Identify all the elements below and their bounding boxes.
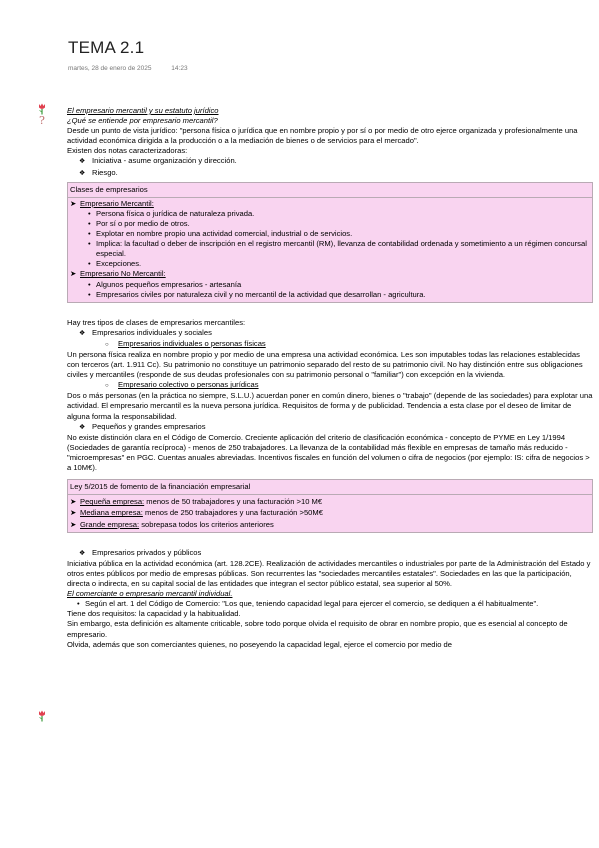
paragraph: No existe distinción clara en el Código de Comercio. Creciente aplicación del criterio de clasificación económica - concepto de PYME en Ley 1/1994 (Sociedades de garantía recíproca) - menos de 250 trabajadores. La llevanza de la contabilidad más flexible en empresas de tamaño más reducido - "microempresas" en PGC. Cuentas anuales abreviadas. Incentivos fiscales en función del volumen o cifra de negocios (por ejemplo: IS: cifra de negocios > a 10M€). xyxy=(67,432,590,472)
diamond-bullet-icon: ❖ xyxy=(79,423,86,431)
bullet-icon: • xyxy=(88,289,91,299)
page-title: TEMA 2.1 xyxy=(68,38,145,57)
list-item: • Excepciones. xyxy=(88,259,142,269)
svg-text:?: ? xyxy=(39,114,45,126)
bullet-icon: • xyxy=(77,599,80,609)
list-item: ➤ Empresario No Mercantil: xyxy=(70,269,166,279)
list-item: ○ Empresarios individuales o personas físicas xyxy=(67,339,593,350)
arrow-bullet-icon: ➤ xyxy=(70,519,77,529)
paragraph: Un persona física realiza en nombre propio y por medio de una empresa una actividad económica. Les son imputables todas las relaciones establecidas con terceros (art. 1.911 Cc). Su patrimonio no constituye un patrimonio separado del resto de su patrimonio civil. No hay distinción entre sus obligaciones civiles y mercantiles (responde de sus deudas profesionales con su patrimonio personal o "familiar") con excepción en la vivienda. xyxy=(67,349,583,380)
diamond-bullet-icon: ❖ xyxy=(79,549,86,557)
list-item: ❖ Empresarios privados y públicos xyxy=(67,548,593,559)
paragraph: Desde un punto de vista jurídico: "persona física o jurídica que en nombre propio y por sí o por medio de otro ejerce organizada y profesionalmente una actividad económica dirigida a la producción o a la mediación de bienes o de servicios para el mercado". xyxy=(67,126,578,146)
list-item: ❖ Riesgo. xyxy=(67,168,593,179)
list-item: • Persona física o jurídica de naturaleza privada. xyxy=(88,208,255,218)
circle-bullet-icon: ○ xyxy=(105,341,109,348)
list-item: ❖ Iniciativa - asume organización y dirección. xyxy=(67,156,593,167)
clases-empresarios-box xyxy=(67,182,593,303)
page-meta xyxy=(68,65,188,72)
bullet-icon: • xyxy=(88,279,91,289)
list-item: • Empresarios civiles por naturaleza civil y no mercantil de la actividad que desarrollan - agricultura. xyxy=(88,289,426,299)
section-heading: El comerciante o empresario mercantil individual. xyxy=(67,589,233,599)
arrow-bullet-icon: ➤ xyxy=(70,508,77,518)
note-content xyxy=(67,106,593,650)
page-date: martes, 28 de enero de 2025 xyxy=(68,65,152,72)
diamond-bullet-icon: ❖ xyxy=(79,169,86,177)
section-heading: El empresario mercantil y su estatuto jurídico xyxy=(67,106,219,115)
paragraph: Olvida, además que son comerciantes quienes, no poseyendo la capacidad legal, ejerce el comercio por medio de xyxy=(67,639,452,649)
bullet-icon: • xyxy=(88,229,91,239)
list-item: • Según el art. 1 del Código de Comercio: "Los que, teniendo capacidad legal para ejercer el comercio, se dediquen a él habitualmente". xyxy=(77,599,539,609)
paragraph: Existen dos notas caracterizadoras: xyxy=(67,146,188,156)
box-header: Clases de empresarios xyxy=(68,183,592,198)
list-item: ○ Empresario colectivo o personas jurídicas xyxy=(67,380,593,391)
question-icon xyxy=(37,114,47,126)
paragraph: Hay tres tipos de clases de empresarios mercantiles: xyxy=(67,317,246,327)
diamond-bullet-icon: ❖ xyxy=(79,329,86,337)
list-item: ➤ Grande empresa: sobrepasa todos los criterios anteriores xyxy=(70,519,274,529)
list-item: • Algunos pequeños empresarios - artesanía xyxy=(88,279,242,289)
list-item: • Por sí o por medio de otros. xyxy=(88,218,190,228)
list-item: ❖ Empresarios individuales y sociales xyxy=(67,328,593,339)
circle-bullet-icon: ○ xyxy=(105,383,109,390)
page-time: 14:23 xyxy=(171,65,188,72)
bullet-icon: • xyxy=(88,218,91,228)
ley-5-2015-box xyxy=(67,479,593,533)
list-item: ➤ Mediana empresa: menos de 250 trabajadores y una facturación >50M€ xyxy=(70,508,323,518)
bullet-icon: • xyxy=(88,259,91,269)
arrow-bullet-icon: ➤ xyxy=(70,497,77,507)
paragraph: Iniciativa pública en la actividad económica (art. 128.2CE). Realización de actividades mercantiles o industriales por parte de la Administración del Estado y otros entes públicos por medio de empresas públicas. Son recurrentes las "sociedades mercantiles estatales". Sociedades en las que la participación, directa o indirecta, en su capital social de las entidades que integran el sector público estatal, sea superior al 50%. xyxy=(67,558,591,589)
bullet-icon: • xyxy=(88,239,91,249)
paragraph: Sin embargo, esta definición es altamente criticable, sobre todo porque olvida el requisito de obrar en nombre propio, que es esencial al concepto de empresario. xyxy=(67,619,568,639)
box-header: Ley 5/2015 de fomento de la financiación empresarial xyxy=(68,480,592,495)
tulip-icon xyxy=(37,710,47,722)
section-question: ¿Qué se entiende por empresario mercantil? xyxy=(67,116,218,126)
list-item: • Explotar en nombre propio una actividad comercial, industrial o de servicios. xyxy=(88,229,353,239)
arrow-bullet-icon: ➤ xyxy=(70,269,77,279)
paragraph: Tiene dos requisitos: la capacidad y la habitualidad. xyxy=(67,609,241,619)
diamond-bullet-icon: ❖ xyxy=(79,158,86,166)
bullet-icon: • xyxy=(88,208,91,218)
list-item: ➤ Pequeña empresa: menos de 50 trabajadores y una facturación >10 M€ xyxy=(70,497,323,507)
list-item: • Implica: la facultad o deber de inscripción en el registro mercantil (RM), llevanza de contabilidad ordenada y sometimiento a un régimen concursal especial. xyxy=(88,239,587,259)
list-item: ➤ Empresario Mercantil: xyxy=(70,198,154,208)
list-item: ❖ Pequeños y grandes empresarios xyxy=(67,422,593,433)
paragraph: Dos o más personas (en la práctica no siempre, S.L.U.) acuerdan poner en común dinero, bienes o "trabajo" (depende de las sociedades) para explotar una actividad. El empresario mercantil es la nueva persona jurídica. Requisitos de forma y de publicidad. Tendencia a esta clase por el deseo de limitar de alguna forma la responsabilidad. xyxy=(67,391,593,421)
arrow-bullet-icon: ➤ xyxy=(70,198,77,208)
